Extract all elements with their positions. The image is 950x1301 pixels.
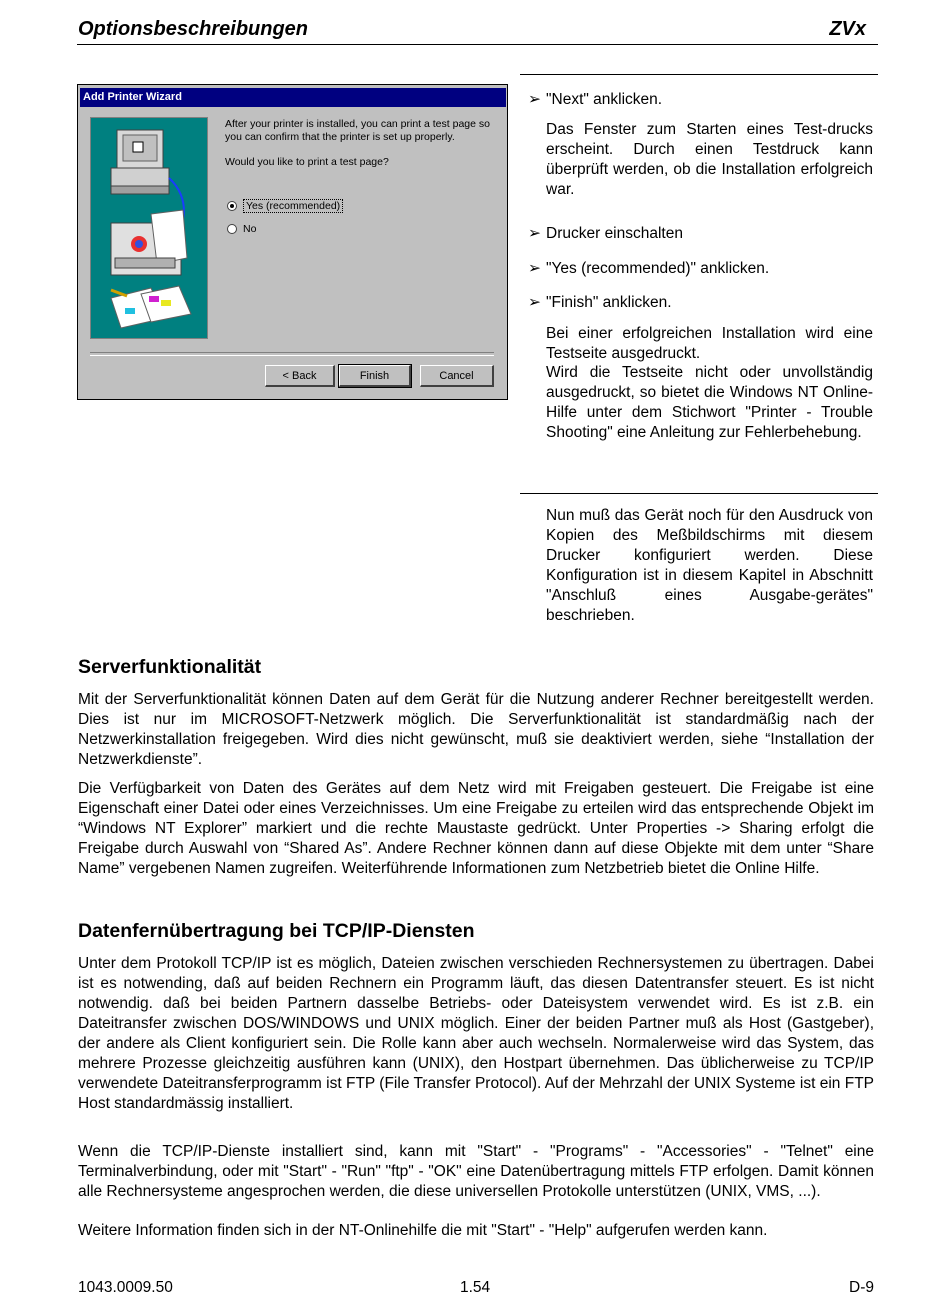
header-rule: [77, 44, 878, 45]
section-heading-serverfunktionalitaet: Serverfunktionalität: [78, 656, 262, 678]
instruction-note-configuration: Nun muß das Gerät noch für den Ausdruck von Kopien des Meßbildschirms mit diesem Drucker konfiguriert werden. Diese Konfiguration ist in diesem Kapitel in Abschnitt "Anschluß eines Ausgabe-gerätes" beschrieben.: [546, 507, 873, 624]
radio-no[interactable]: No: [227, 223, 256, 235]
arrow-bullet-icon: ➢: [528, 225, 541, 242]
instruction-next: ➢ "Next" anklicken.: [528, 91, 663, 108]
right-column-top-rule: [520, 74, 878, 75]
arrow-bullet-icon: ➢: [528, 294, 541, 311]
footer-section-page: D-9: [849, 1279, 874, 1296]
footer-document-number: 1043.0009.50: [78, 1279, 173, 1296]
add-printer-wizard-screenshot: [77, 84, 508, 400]
right-column-mid-rule: [520, 493, 878, 494]
wizard-title-bar: Add Printer Wizard: [80, 88, 506, 107]
back-button[interactable]: < Back: [265, 365, 335, 387]
radio-unselected-icon[interactable]: [227, 224, 237, 234]
section2-paragraph-2: Wenn die TCP/IP-Dienste installiert sind, kann mit "Start" - "Programs" - "Accessories" - "Telnet" eine Terminalverbindung, oder mit "Start" - "Run" "ftp" - "OK" eine Datenübertragung mittels FTP erfolgen. Damit können alle Rechnersysteme angesprochen werden, die diese universellen Protokolle unterstützen (UNIX, VMS, ...).: [78, 1143, 874, 1200]
section1-paragraph-1: Mit der Serverfunktionalität können Daten auf dem Gerät für die Nutzung anderer Rechner bereitgestellt werden. Dies ist nur im MICROSOFT-Netzwerk möglich. Die Serverfunktionalität ist standardmäßig nach der Netzwerkinstallation freigegeben. Wird dies nicht gewünscht, muß sie deaktiviert werden, siehe “Installation der Netzwerkdienste”.: [78, 691, 874, 768]
footer-page-number: 1.54: [460, 1279, 491, 1296]
finish-button[interactable]: Finish: [339, 365, 411, 387]
instruction-note-troubleshooting: Wird die Testseite nicht oder unvollständig ausgedruckt, so bietet die Windows NT Online-Hilfe unter dem Stichwort "Printer - Trouble Shooting" eine Anleitung zur Fehlerbehebung.: [546, 364, 873, 441]
instruction-drucker-einschalten: ➢ Drucker einschalten: [528, 225, 683, 242]
cancel-button[interactable]: Cancel: [420, 365, 494, 387]
instruction-note-success: Bei einer erfolgreichen Installation wird eine Testseite ausgedruckt.: [546, 325, 873, 362]
arrow-bullet-icon: ➢: [528, 260, 541, 277]
wizard-separator: [90, 352, 494, 356]
computer-printer-icon: [91, 118, 207, 338]
section-heading-datenfernuebertragung: Datenfernübertragung bei TCP/IP-Diensten: [78, 920, 475, 942]
page-header-title: Optionsbeschreibungen: [78, 18, 309, 40]
wizard-question: Would you like to print a test page?: [225, 156, 389, 168]
section1-paragraph-2: Die Verfügbarkeit von Daten des Gerätes auf dem Netz wird mit Freigaben gesteuert. Die Freigabe ist eine Eigenschaft einer Datei oder eines Verzeichnisses. Um eine Freigabe zu erteilen wird das entsprechende Objekt im “Windows NT Explorer” markiert und die rechte Maustaste gedrückt. Unter Properties -> Sharing erfolgt die Freigabe durch Auswahl von “Shared As”. Andere Rechner können dann auf diese Objekte mit dem unter “Share Name” vergebenen Namen zugreifen. Weiterführende Informationen zum Netzbetrieb bietet die Online Hilfe.: [78, 780, 874, 877]
section2-paragraph-3: Weitere Information finden sich in der NT-Onlinehilfe die mit "Start" - "Help" aufgerufen werden kann.: [78, 1222, 768, 1239]
section2-paragraph-1: Unter dem Protokoll TCP/IP ist es möglich, Dateien zwischen verschieden Rechnersystemen zu übertragen. Dabei ist es notwending, daß auf beiden Rechnern ein Programm läuft, das diesen Datentransfer steuert. Es ist nicht notwendig. daß bei beiden Partnern dasselbe Betriebs- oder Dateisystem verwendet wird. Es ist z.B. ein Dateitransfer zwischen DOS/WINDOWS und UNIX möglich. Einer der beiden Partner muß als Host (Gastgeber), der andere als Client konfiguriert sein. Die Rolle kann aber auch wechseln. Normalerweise wird das System, das mehrere Prozesse gleichzeitig ausführen kann (UNIX), den Hostpart übernehmen. Das üblicherweise zu TCP/IP verwendete Dateitransferprogramm ist FTP (File Transfer Protocol). Auf der Mehrzahl der UNIX Systeme ist ein FTP Host standardmässig installiert.: [78, 955, 874, 1112]
wizard-description: After your printer is installed, you can print a test page so you can confirm that the printer is set up properly.: [225, 118, 490, 143]
page-header-right: ZVx: [829, 18, 866, 40]
radio-yes-recommended[interactable]: Yes (recommended): [227, 199, 343, 213]
radio-selected-icon[interactable]: [227, 201, 237, 211]
printer-illustration: [90, 117, 208, 339]
instruction-finish: ➢ "Finish" anklicken.: [528, 294, 672, 311]
instruction-yes-recommended: ➢ "Yes (recommended)" anklicken.: [528, 260, 770, 277]
arrow-bullet-icon: ➢: [528, 91, 541, 108]
instruction-note-testdruck: Das Fenster zum Starten eines Test-drucks erscheint. Durch einen Testdruck kann überprüft werden, ob die Installation erfolgreich war.: [546, 121, 873, 198]
